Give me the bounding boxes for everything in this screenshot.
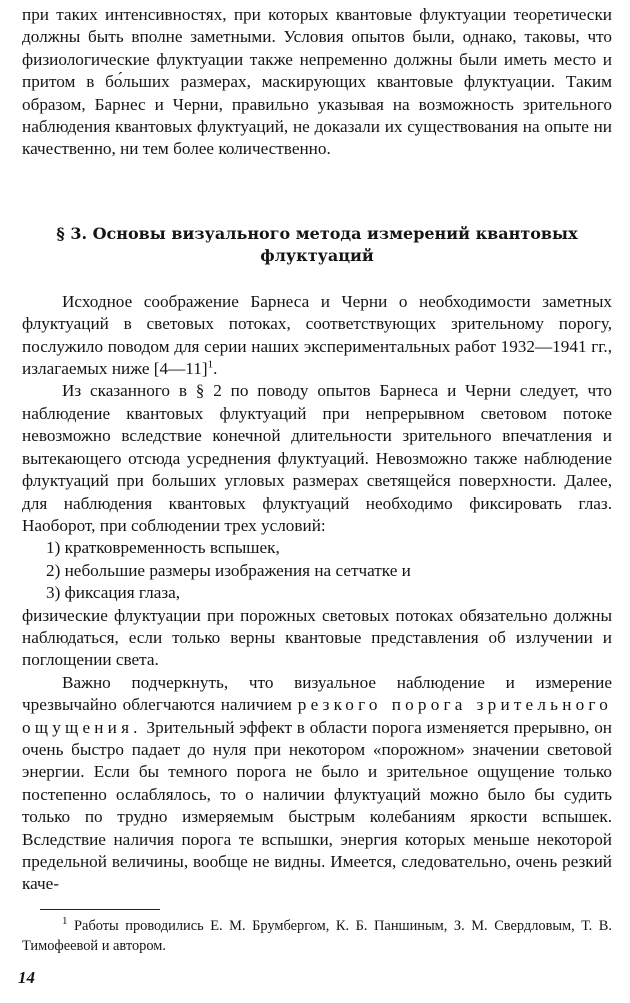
paragraph-threshold	[22, 672, 612, 896]
footnote-text: Работы проводились Е. М. Брумбергом, К. Б. Паншиным, З. М. Свердловым, Т. В. Тимофеевой и автором.	[22, 917, 612, 954]
footnote-reference: 1	[207, 358, 214, 371]
list-item: 1) кратковременность вспышек,	[46, 538, 280, 558]
section-heading: § 3. Основы визуального метода измерений квантовых флуктуаций	[56, 223, 578, 265]
paragraph-threshold-b: Зрительный эффект в области порога изменяется прерывно, он очень быстро падает до нуля при некотором «порожном» значении световой энергии. Если бы темного порога не было и зрительное ощущение только постепенно ослаблялось, то о наличии флуктуаций можно было бы судить только по трудно измеряемым быстрым колебаниям яркости вспышек. Вследствие наличия порога те вспышки, энергия которых меньше некоторой предельной величины, вообще не видны. Имеется, следовательно, очень резкий каче-	[22, 717, 613, 894]
paragraph-intro-end: .	[213, 359, 218, 379]
footnote-marker: 1	[62, 915, 68, 928]
page-number: 14	[18, 968, 35, 987]
paragraph-intro	[22, 291, 612, 381]
paragraph-threshold-a: Важно подчеркнуть, что визуальное наблюдение и измерение чрезвычайно облегчаются наличием	[22, 672, 612, 715]
paragraph-consequence: физические флуктуации при порожных световых потоках обязательно должны наблюдаться, если только верны квантовые представления об излучении и поглощении света.	[22, 605, 612, 670]
paragraph-conditions: Из сказанного в § 2 по поводу опытов Барнеса и Черни следует, что наблюдение квантовых флуктуаций при непрерывном световом потоке невозможно вследствие конечной длительности зрительного впечатления и вытекающего отсюда усреднения флуктуаций. Невозможно также наблюдение флуктуаций при больших угловых размерах светящейся поверхности. Далее, для наблюдения квантовых флуктуаций необходимо фиксировать глаз. Наоборот, при соблюдении трех условий:	[22, 381, 612, 535]
footnote-divider	[40, 909, 160, 910]
page-body	[22, 4, 612, 956]
emphasized-term: резкого порога зрительного ощущения.	[22, 695, 613, 737]
footnote	[22, 916, 612, 956]
list-item: 3) фиксация глаза,	[46, 583, 181, 603]
paragraph-continuation: при таких интенсивностях, при которых квантовые флуктуации теоретически должны быть вполне заметными. Условия опытов были, однако, таковы, что физиологические флуктуации также непременно должны были иметь место и притом в бо́льших размерах, маскирующих квантовые флуктуации. Таким образом, Барнес и Черни, правильно указывая на возможность зрительного наблюдения квантовых флуктуаций, не доказали их существования на опыте ни качественно, ни тем более количественно.	[22, 5, 612, 159]
list-item: 2) небольшие размеры изображения на сетчатке и	[46, 560, 411, 580]
paragraph-intro-text: Исходное соображение Барнеса и Черни о необходимости заметных флуктуаций в световых потоках, соответствующих зрительному порогу, послужило поводом для серии наших экспериментальных работ 1932—1941 гг., излагаемых ниже [4—11]	[22, 291, 612, 379]
